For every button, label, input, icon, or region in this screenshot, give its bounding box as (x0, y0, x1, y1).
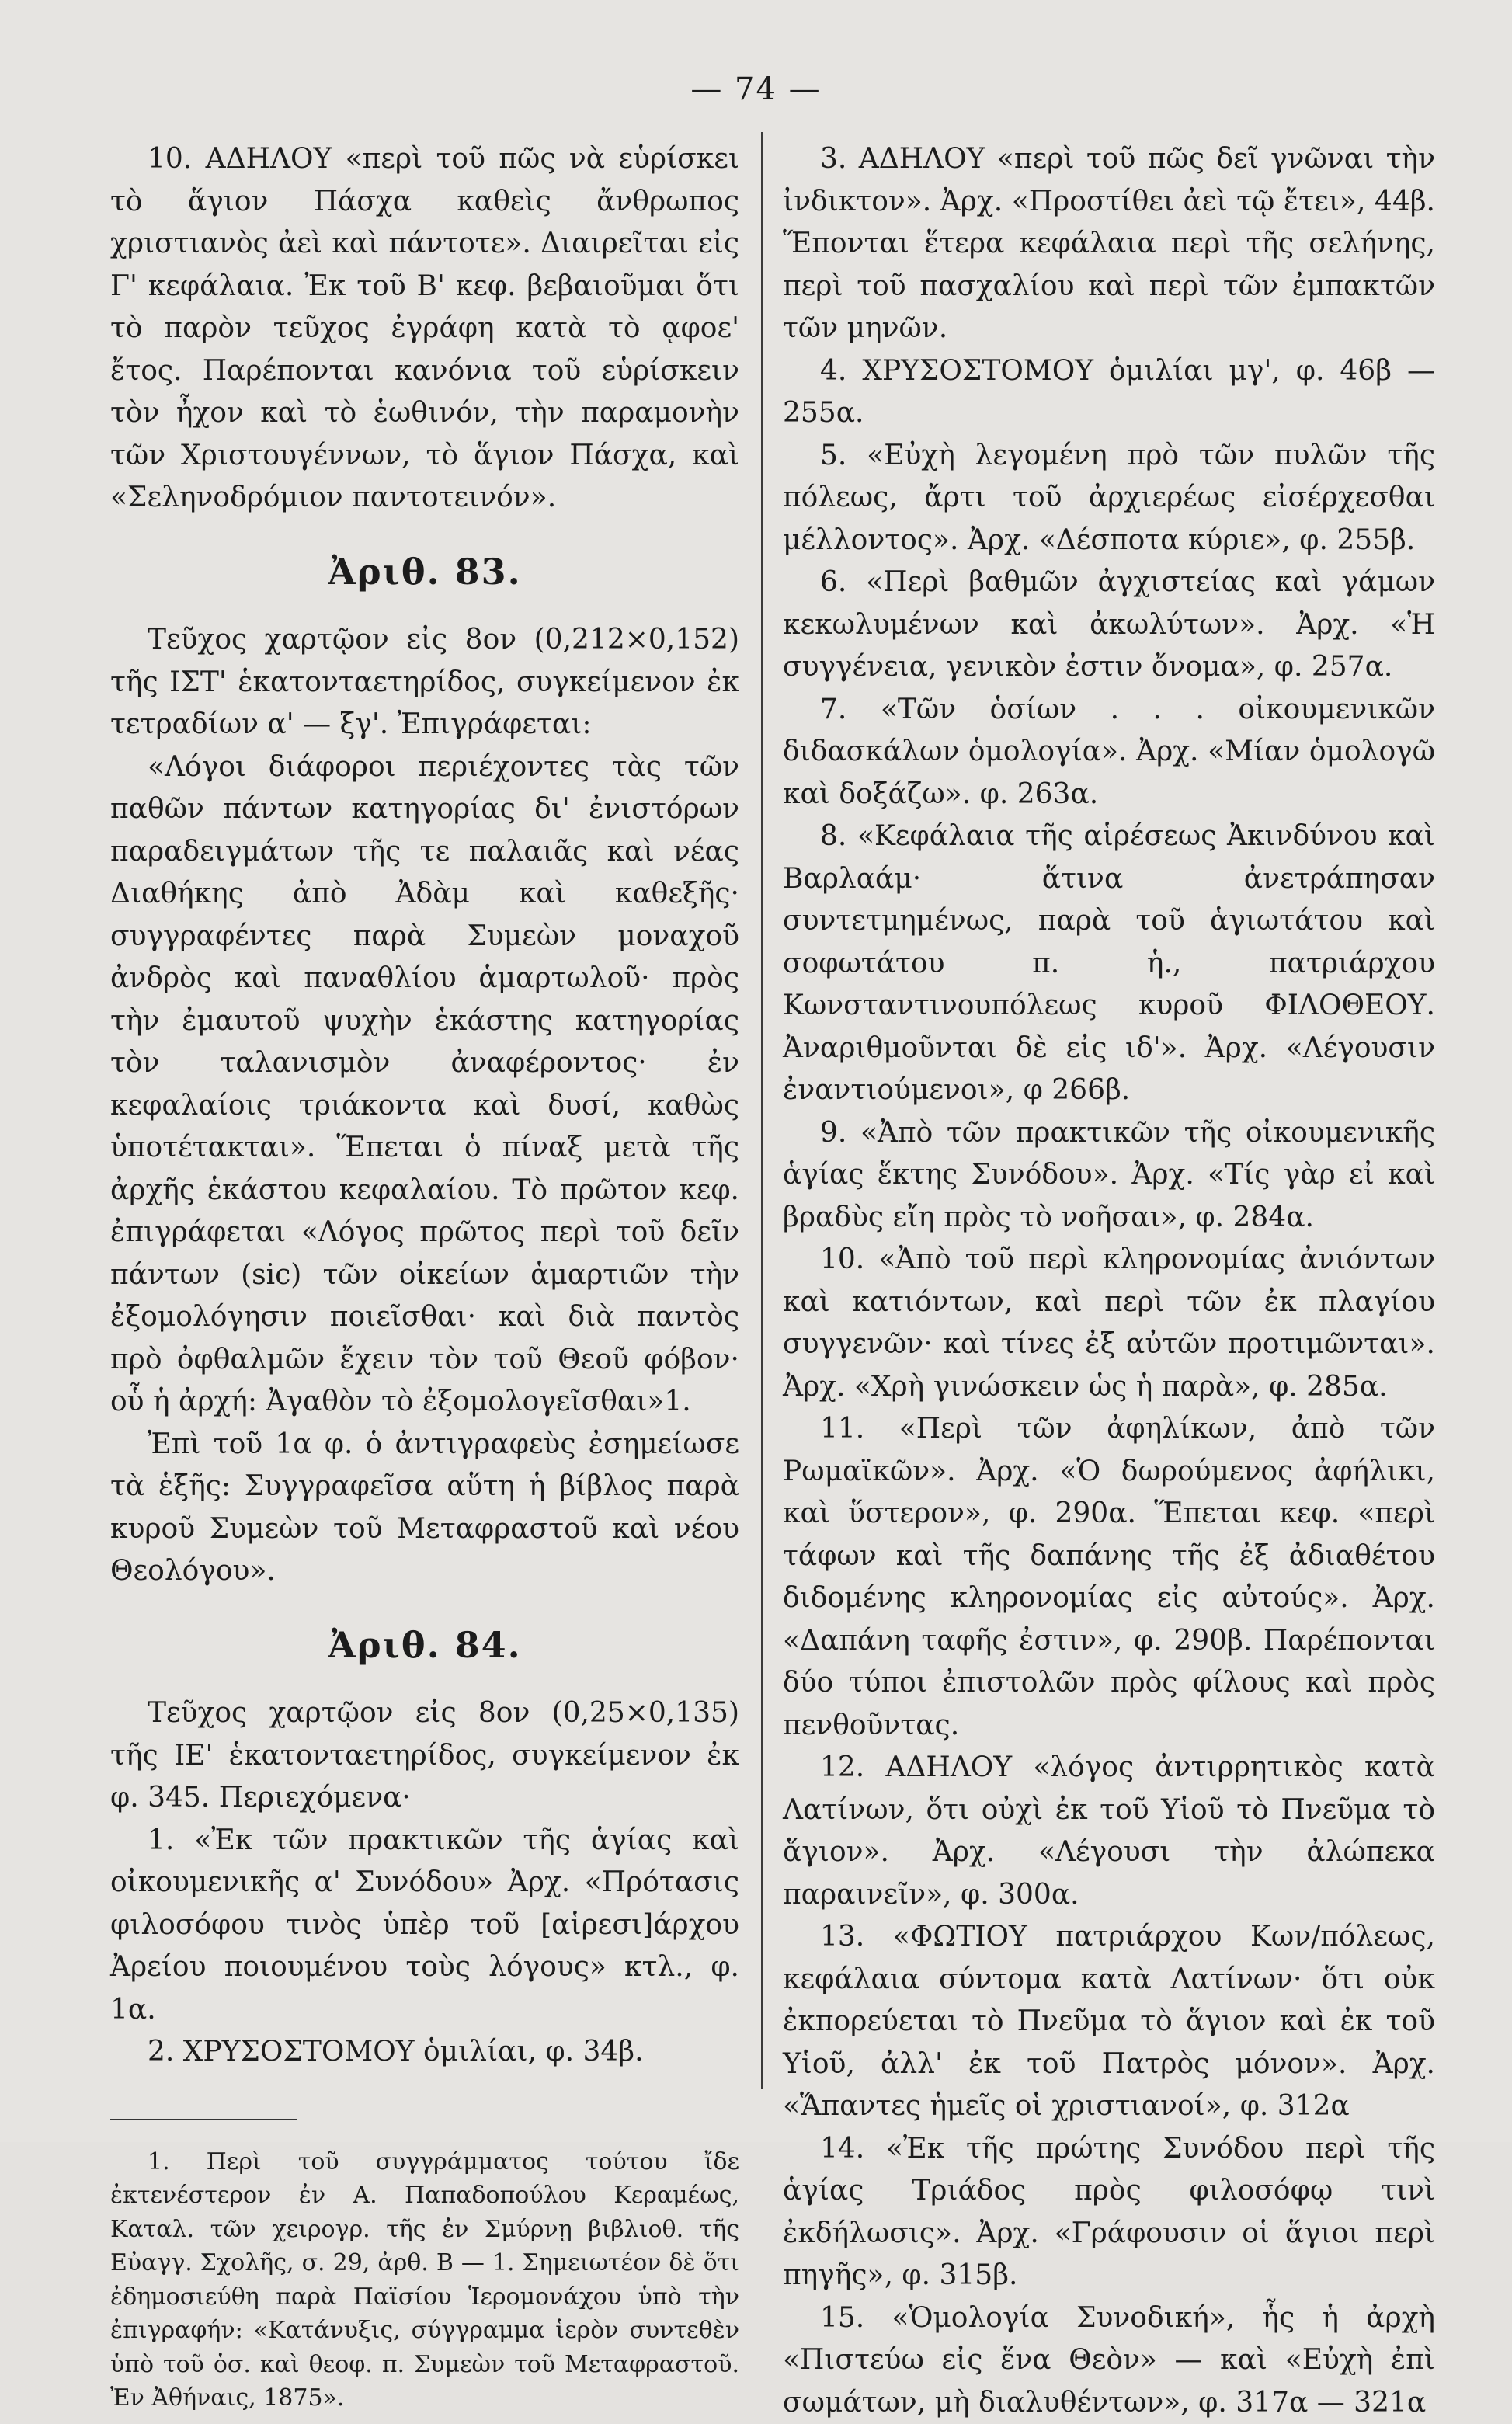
entry-heading-84: Ἀριθ. 84. (110, 1624, 739, 1667)
entry-84-item-15: 15. «Ὁμολογία Συνοδική», ἧς ἡ ἀρχὴ «Πιστεύω εἰς ἕνα Θεὸν» — καὶ «Εὐχὴ ἐπὶ σωμάτων, μὴ διαλυθέντων», φ. 317α — 321α (783, 2297, 1435, 2424)
left-column (110, 138, 739, 2415)
entry-84-item-8: 8. «Κεφάλαια τῆς αἱρέσεως Ἀκινδύνου καὶ Βαρλαάμ· ἅτινα ἀνετράπησαν συντετμημένως, παρὰ τοῦ ἁγιωτάτου καὶ σοφωτάτου π. ἡ., πατριάρχου Κωνσταντινουπόλεως κυροῦ ΦΙΛΟΘΕΟΥ. Ἀναριθμοῦνται δὲ εἰς ιδ'». Ἀρχ. «Λέγουσιν ἐναντιούμενοι», φ 266β. (783, 816, 1435, 1112)
entry-84-item-9: 9. «Ἀπὸ τῶν πρακτικῶν τῆς οἰκουμενικῆς ἁγίας ἕκτης Συνόδου». Ἀρχ. «Τίς γὰρ εἰ καὶ βραδὺς εἴη πρὸς τὸ νοῆσαι», φ. 284α. (783, 1112, 1435, 1240)
entry-84-item-4: 4. ΧΡΥΣΟΣΤΟΜΟΥ ὁμιλίαι μγ', φ. 46β — 255α. (783, 350, 1435, 435)
entry-84-item-13: 13. «ΦΩΤΙΟΥ πατριάρχου Κων/πόλεως, κεφάλαια σύντομα κατὰ Λατίνων· ὅτι οὐκ ἐκπορεύεται τὸ Πνεῦμα τὸ ἅγιον καὶ ἐκ τοῦ Υἱοῦ, ἀλλ' ἐκ τοῦ Πατρὸς μόνον». Ἀρχ. «Ἅπαντες ἡμεῖς οἱ χριστιανοί», φ. 312α (783, 1916, 1435, 2128)
entry-10-paragraph: 10. ΑΔΗΛΟΥ «περὶ τοῦ πῶς νὰ εὑρίσκει τὸ ἅγιον Πάσχα καθεὶς ἄνθρωπος χριστιανὸς ἀεὶ καὶ πάντοτε». Διαιρεῖται εἰς Γ' κεφάλαια. Ἐκ τοῦ Β' κεφ. βεβαιοῦμαι ὅτι τὸ παρὸν τεῦχος ἐγράφη κατὰ τὸ ᾳφοε' ἔτος. Παρέπονται κανόνια τοῦ εὑρίσκειν τὸν ἦχον καὶ τὸ ἑωθινόν, τὴν παραμονὴν τῶν Χριστουγέννων, τὸ ἅγιον Πάσχα, καὶ «Σεληνοδρόμιον παντοτεινόν». (110, 138, 739, 520)
entry-84-item-6: 6. «Περὶ βαθμῶν ἀγχιστείας καὶ γάμων κεκωλυμένων καὶ ἀκωλύτων». Ἀρχ. «Ἡ συγγένεια, γενικὸν ἐστιν ὄνομα», φ. 257α. (783, 562, 1435, 689)
column-divider (761, 132, 763, 2089)
entry-heading-83: Ἀριθ. 83. (110, 551, 739, 593)
page-number: — 74 — (0, 71, 1512, 107)
entry-84-item-10: 10. «Ἀπὸ τοῦ περὶ κληρονομίας ἀνιόντων καὶ κατιόντων, καὶ περὶ τῶν ἐκ πλαγίου συγγενῶν· καὶ τίνες ἐξ αὐτῶν προτιμῶνται». Ἀρχ. «Χρὴ γινώσκειν ὡς ἡ παρὰ», φ. 285α. (783, 1239, 1435, 1408)
footnote-rule (110, 2119, 297, 2120)
entry-83-description: Τεῦχος χαρτῷον εἰς 8ον (0,212×0,152) τῆς ΙΣΤ' ἑκατονταετηρίδος, συγκείμενον ἐκ τετραδίων α' — ξγ'. Ἐπιγράφεται: (110, 619, 739, 746)
entry-84-item-14: 14. «Ἐκ τῆς πρώτης Συνόδου περὶ τῆς ἁγίας Τριάδος πρὸς φιλοσόφῳ τινὶ ἐκδήλωσις». Ἀρχ. «Γράφουσιν οἱ ἅγιοι περὶ πηγῆς», φ. 315β. (783, 2128, 1435, 2297)
footnote: 1. Περὶ τοῦ συγγράμματος τούτου ἴδε ἐκτενέστερον ἐν Α. Παπαδοπούλου Κεραμέως, Καταλ. τῶν χειρογρ. τῆς ἐν Σμύρνῃ βιβλιοθ. τῆς Εὐαγγ. Σχολῆς, σ. 29, ἀρθ. Β — 1. Σημειωτέον δὲ ὅτι ἐδημοσιεύθη παρὰ Παϊσίου Ἱερομονάχου ὑπὸ τὴν ἐπιγραφήν: «Κατάνυξις, σύγγραμμα ἱερὸν συντεθὲν ὑπὸ τοῦ ὁσ. καὶ θεοφ. π. Συμεὼν τοῦ Μεταφραστοῦ. Ἐν Ἀθήναις, 1875». (110, 2145, 739, 2415)
entry-84-item-12: 12. ΑΔΗΛΟΥ «λόγος ἀντιρρητικὸς κατὰ Λατίνων, ὅτι οὐχὶ ἐκ τοῦ Υἱοῦ τὸ Πνεῦμα τὸ ἅγιον». Ἀρχ. «Λέγουσι τὴν ἀλώπεκα παραινεῖν», φ. 300α. (783, 1747, 1435, 1916)
entry-84-item-3: 3. ΑΔΗΛΟΥ «περὶ τοῦ πῶς δεῖ γνῶναι τὴν ἰνδικτον». Ἀρχ. «Προστίθει ἀεὶ τῷ ἔτει», 44β. Ἕπονται ἕτερα κεφάλαια περὶ τῆς σελήνης, περὶ τοῦ πασχαλίου καὶ περὶ τῶν ἐμπακτῶν τῶν μηνῶν. (783, 138, 1435, 350)
entry-84-item-2: 2. ΧΡΥΣΟΣΤΟΜΟΥ ὁμιλίαι, φ. 34β. (110, 2031, 739, 2074)
entry-83-title-text: «Λόγοι διάφοροι περιέχοντες τὰς τῶν παθῶν πάντων κατηγορίας δι' ἐνιστόρων παραδειγμάτων τῆς τε παλαιᾶς καὶ νέας Διαθήκης ἀπὸ Ἀδὰμ καὶ καθεξῆς· συγγραφέντες παρὰ Συμεὼν μοναχοῦ ἀνδρὸς καὶ παναθλίου ἁμαρτωλοῦ· πρὸς τὴν ἐμαυτοῦ ψυχὴν ἑκάστης κατηγορίας τὸν ταλανισμὸν ἀναφέροντος· ἐν κεφαλαίοις τριάκοντα καὶ δυσί, καθὼς ὑποτέτακται». Ἕπεται ὁ πίναξ μετὰ τῆς ἀρχῆς ἑκάστου κεφαλαίου. Τὸ πρῶτον κεφ. ἐπιγράφεται «Λόγος πρῶτος περὶ τοῦ δεῖν πάντων (sic) τῶν οἰκείων ἁμαρτιῶν τὴν ἐξομολόγησιν ποιεῖσθαι· καὶ διὰ παντὸς πρὸ ὀφθαλμῶν ἔχειν τὸν τοῦ Θεοῦ φόβον· οὗ ἡ ἀρχή: Ἀγαθὸν τὸ ἐξομολογεῖσθαι»1. (110, 746, 739, 1424)
entry-84-item-1: 1. «Ἐκ τῶν πρακτικῶν τῆς ἁγίας καὶ οἰκουμενικῆς α' Συνόδου» Ἀρχ. «Πρότασις φιλοσόφου τινὸς ὑπὲρ τοῦ [αἱρεσι]άρχου Ἀρείου ποιουμένου τοὺς λόγους» κτλ., φ. 1α. (110, 1820, 739, 2032)
right-column (783, 138, 1435, 2424)
entry-84-item-7: 7. «Τῶν ὁσίων . . . οἰκουμενικῶν διδασκάλων ὁμολογία». Ἀρχ. «Μίαν ὁμολογῶ καὶ δοξάζω». φ. 263α. (783, 689, 1435, 816)
entry-84-description: Τεῦχος χαρτῷον εἰς 8ον (0,25×0,135) τῆς ΙΕ' ἑκατονταετηρίδος, συγκείμενον ἐκ φ. 345. Περιεχόμενα· (110, 1692, 739, 1820)
entry-83-scribe-note: Ἐπὶ τοῦ 1α φ. ὁ ἀντιγραφεὺς ἐσημείωσε τὰ ἑξῆς: Συγγραφεῖσα αὕτη ἡ βίβλος παρὰ κυροῦ Συμεὼν τοῦ Μεταφραστοῦ καὶ νέου Θεολόγου». (110, 1424, 739, 1593)
entry-84-item-5: 5. «Εὐχὴ λεγομένη πρὸ τῶν πυλῶν τῆς πόλεως, ἄρτι τοῦ ἀρχιερέως εἰσέρχεσθαι μέλλοντος». Ἀρχ. «Δέσποτα κύριε», φ. 255β. (783, 435, 1435, 562)
entry-84-item-11: 11. «Περὶ τῶν ἀφηλίκων, ἀπὸ τῶν Ρωμαϊκῶν». Ἀρχ. «Ὁ δωρούμενος ἀφήλικι, καὶ ὕστερον», φ. 290α. Ἕπεται κεφ. «περὶ τάφων καὶ τῆς δαπάνης τῆς ἐξ ἀδιαθέτου διδομένης κληρονομίας εἰς αὐτούς». Ἀρχ. «Δαπάνη ταφῆς ἐστιν», φ. 290β. Παρέπονται δύο τύποι ἐπιστολῶν πρὸς φίλους καὶ πρὸς πενθοῦντας. (783, 1408, 1435, 1747)
